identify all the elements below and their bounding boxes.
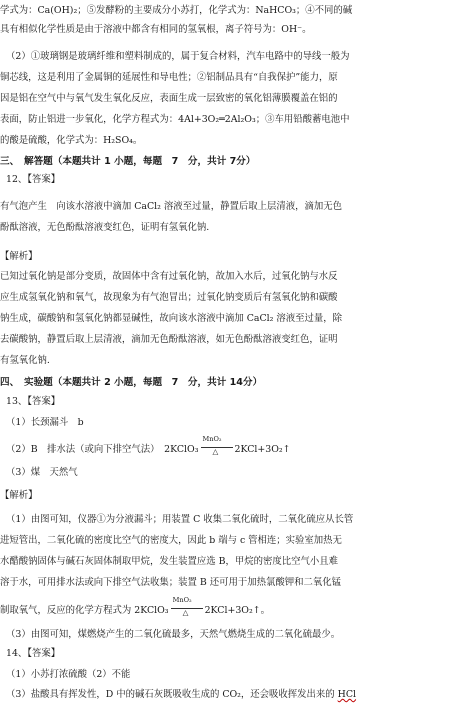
text-line: （3）煤 天然气 [6,467,78,478]
reaction-arrow [169,596,205,617]
text-line: 的酸是硫酸，化学式为：H₂SO₄。 [0,135,143,146]
heat-symbol: △ [182,608,189,617]
text-line: （2）①玻璃钢是玻璃纤维和塑料制成的，属于复合材料，汽车电路中的导线一般为 [6,51,350,62]
text-line: 应生成氢氧化钠和氧气，故现象为有气泡冒出；过氧化钠变质后有氢氧化钠和碳酸 [0,292,338,303]
text-line: （3）由图可知，煤燃烧产生的二氧化硫最多，天然气燃烧生成的二氧化硫最少。 [6,629,341,640]
equation-lhs: 制取氧气，反应的化学方程式为 2KClO₃ [0,605,169,616]
text-line: 酚酞溶液，无色酚酞溶液变红色，证明有氢氧化钠. [0,222,210,233]
text-line: （1）由图可知，仪器①为分液漏斗；用装置 C 收集二氧化硫时，二氧化硫应从长管 [6,514,354,525]
question-answer-label: 14、【答案】 [6,648,61,659]
analysis-label: 【解析】 [0,490,38,501]
section-heading-4: 四、 实验题（本题共计 2 小题，每题 7 分，共计 14分） [0,377,263,388]
text-line: 表面，防止铝进一步氧化，化学方程式为：4Al+3O₂═2Al₂O₃；③车用铅酸蓄电池中 [0,114,350,125]
question-answer-label: 13、【答案】 [6,396,61,407]
text-line: 水醋酸钠固体与碱石灰固体制取甲烷，发生装置应选 B，甲烷的密度比空气小且难 [0,556,338,567]
text-line: 有气泡产生 向该水溶液中滴加 CaCl₂ 溶液至过量，静置后取上层清液，滴加无色 [0,201,343,212]
text-line: 因是铝在空气中与氧气发生氧化反应，表面生成一层致密的氧化铝薄膜覆盖在铝的 [0,93,338,104]
text-line: 去碳酸钠，静置后取上层清液，滴加无色酚酞溶液，如无色酚酞溶液变红色，证明 [0,334,338,345]
equation-rhs: 2KCl+3O₂↑ [234,444,291,455]
text-line: 进短管出，二氧化硫的密度比空气的密度大，因此 b 端与 c 管相连；实验室加热无 [0,535,342,546]
text-line-main: （3）盐酸具有挥发性，D 中的碱石灰既吸收生成的 CO₂，还会吸收挥发出来的 [6,689,338,700]
text-line: 钠生成，碳酸钠和氢氧化钠都显碱性，故向该水溶液中滴加 CaCl₂ 溶液至过量，除 [0,313,343,324]
analysis-label: 【解析】 [0,251,38,262]
catalyst-label: MnO₂ [172,596,192,604]
text-line: （1）小苏打浓硫酸（2）不能 [6,669,131,680]
question-answer-label: 12、【答案】 [6,174,61,185]
equation-line [0,435,455,456]
text-line: 具有相似化学性质是由于溶液中都含有相同的氢氧根，离子符号为：OH⁻。 [0,24,312,35]
text-line [0,688,455,701]
equation-lhs: （2）B 排水法（或向下排空气法） 2KClO₃ [6,444,199,455]
text-line: 已知过氧化钠是部分变质，故固体中含有过氧化钠，故加入水后，过氧化钠与水反 [0,271,338,282]
text-line: （1）长颈漏斗 b [6,417,84,428]
spellcheck-underlined-word: HCl [337,689,357,700]
equation-line [0,596,455,617]
heat-symbol: △ [212,447,219,456]
text-line: 学式为：Ca(OH)₂；⑤发酵粉的主要成分小苏打，化学式为：NaHCO₃；④不同的碱 [0,5,353,16]
reaction-arrow [199,435,235,456]
text-line: 有氢氧化钠. [0,355,50,366]
equation-rhs: 2KCl+3O₂↑。 [204,605,270,616]
catalyst-label: MnO₂ [202,435,222,443]
text-line: 溶于水，可用排水法或向下排空气法收集；装置 B 还可用于加热氯酸钾和二氧化锰 [0,577,341,588]
text-line: 铜芯线，这是利用了金属铜的延展性和导电性；②铝制品具有“自我保护”能力，原 [0,72,338,83]
section-heading-3: 三、 解答题（本题共计 1 小题，每题 7 分，共计 7分） [0,156,256,167]
